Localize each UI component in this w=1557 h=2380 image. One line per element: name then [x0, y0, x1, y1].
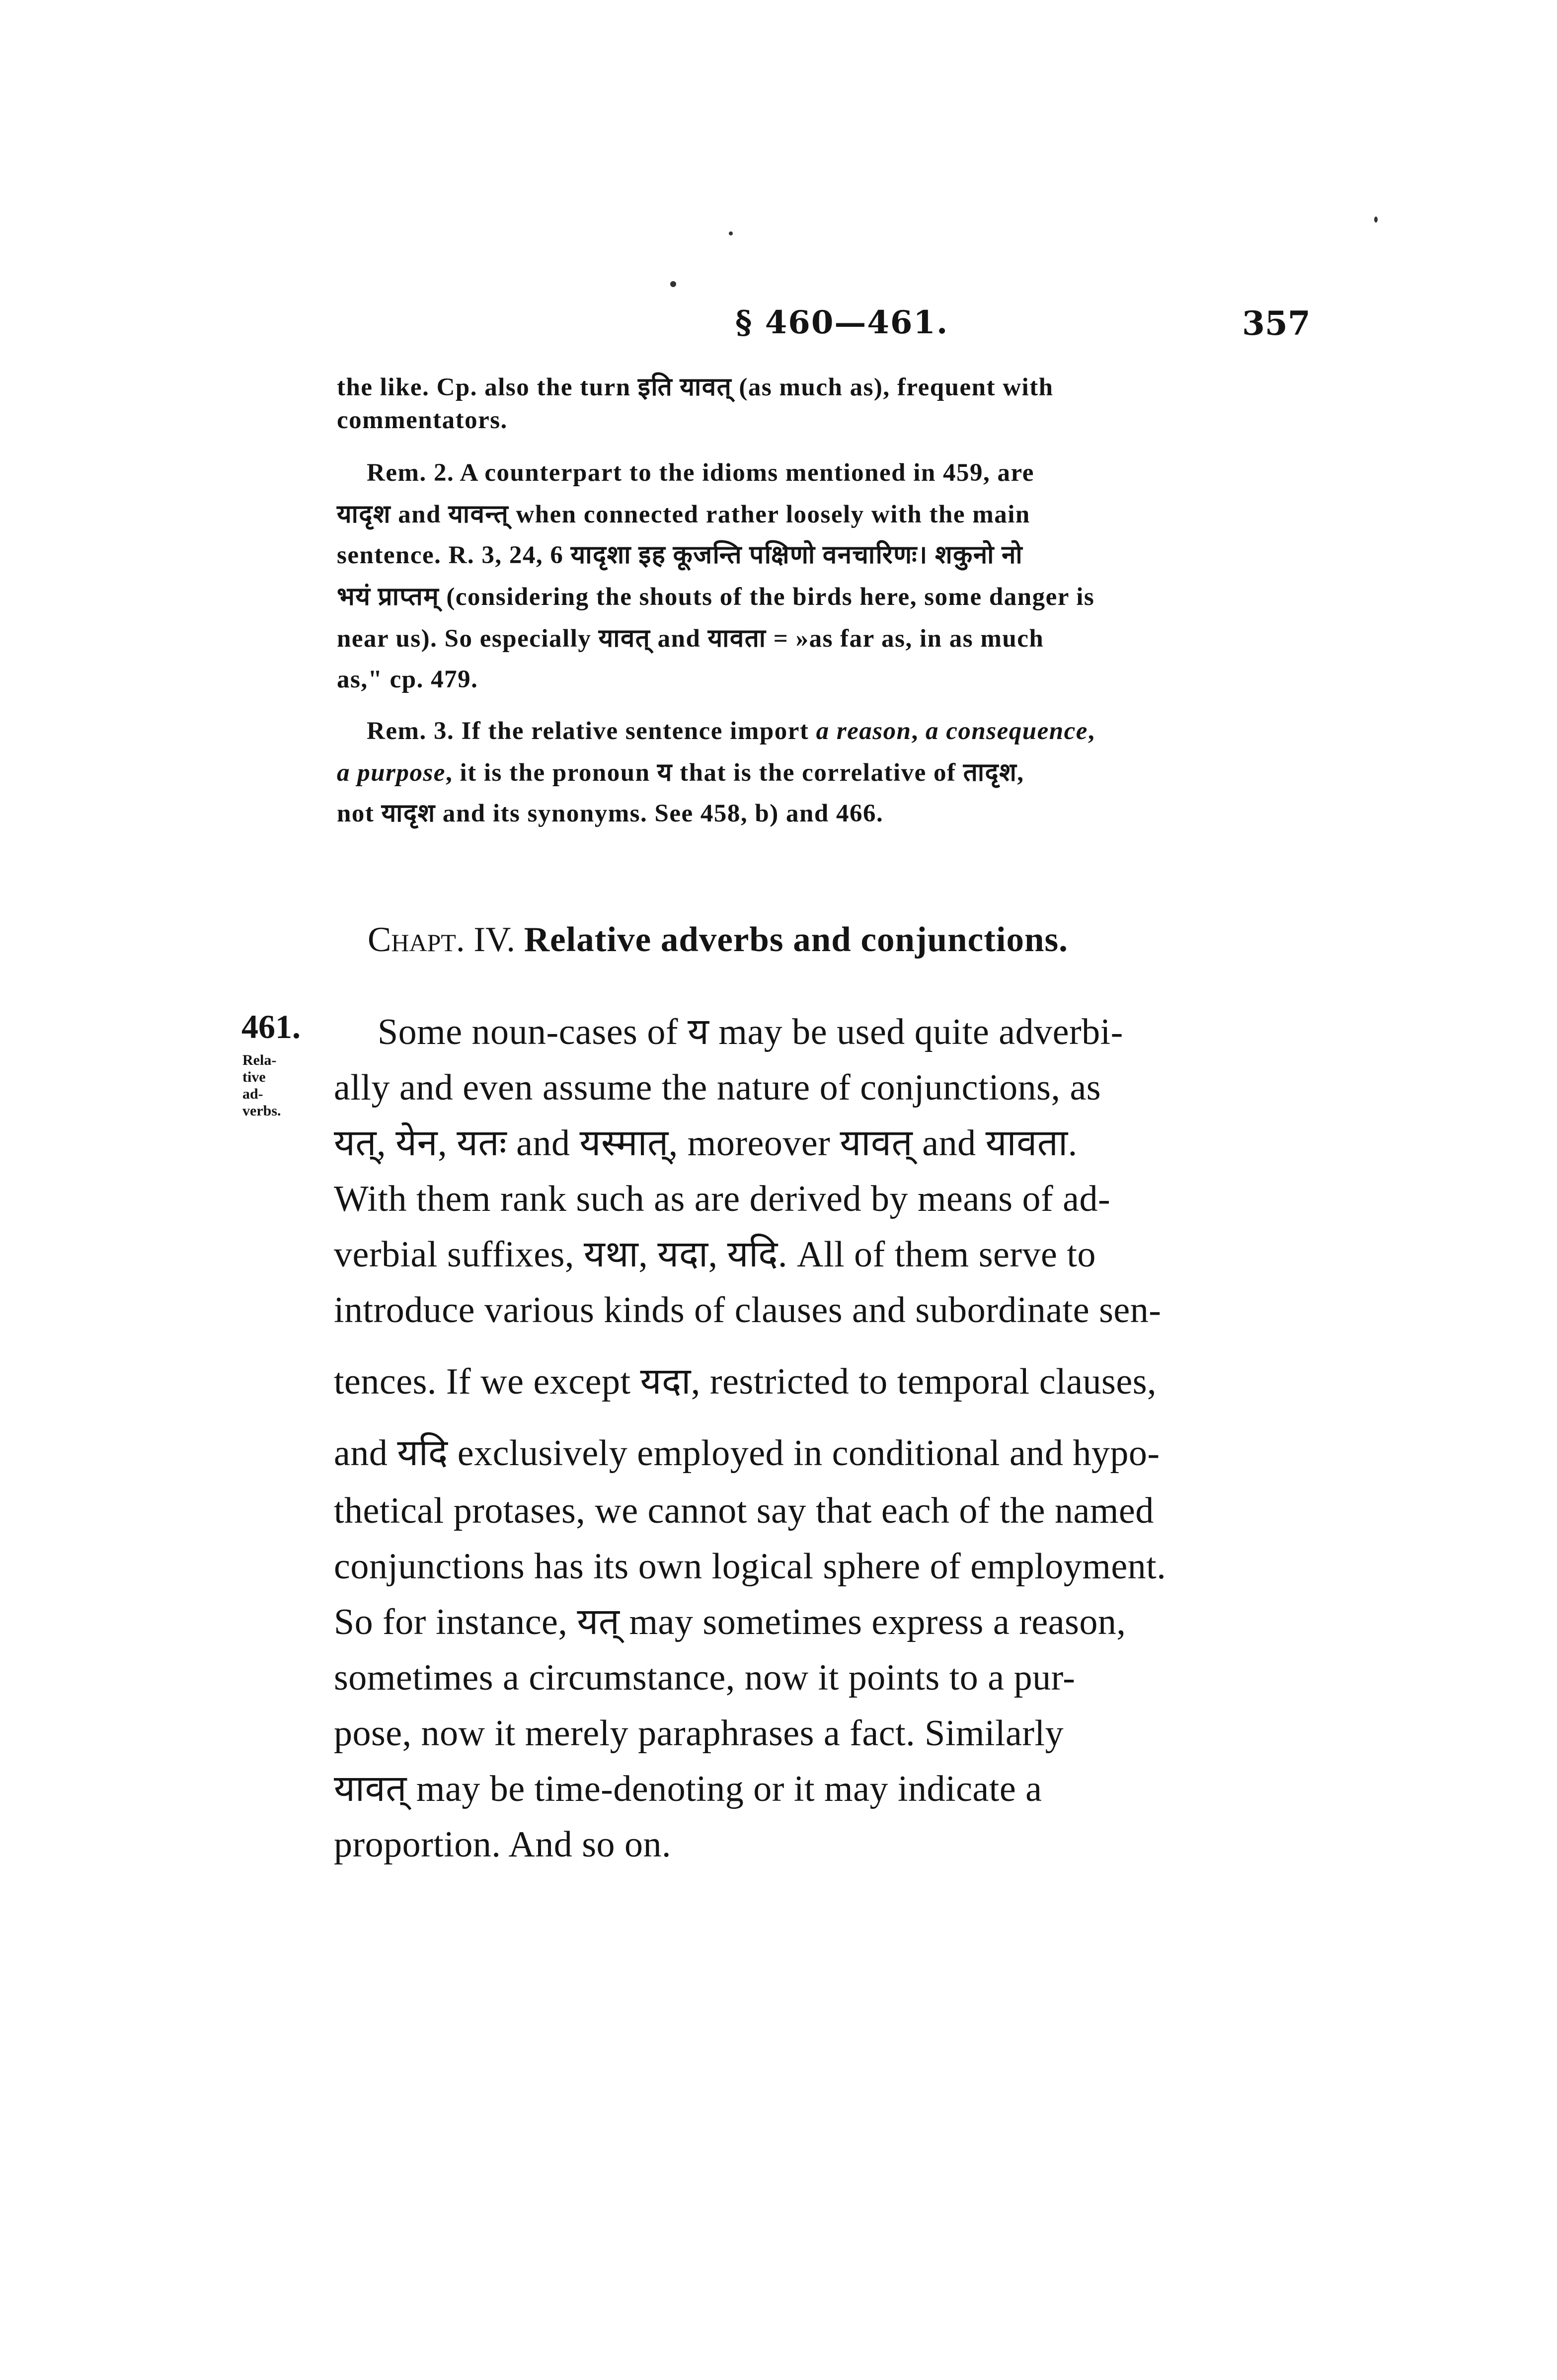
- paragraph-line: ally and even assume the nature of conjunctions, as: [334, 1067, 1101, 1108]
- paragraph-line: conjunctions has its own logical sphere of employment.: [334, 1546, 1167, 1587]
- margin-note-line: Rela-: [242, 1052, 277, 1068]
- remark-line: [337, 757, 1024, 789]
- remark-line: sentence. R. 3, 24, 6 यादृशा इह कूजन्ति पक्षिणो वनचारिणः। शकुनो नो: [337, 541, 1023, 569]
- remark-line: यादृश and यावन्त् when connected rather loosely with the main: [337, 501, 1030, 528]
- remark-text: ,: [1088, 717, 1095, 745]
- paragraph-line: verbial suffixes, यथा, यदा, यदि. All of them serve to: [334, 1234, 1096, 1275]
- paragraph-number: 461.: [241, 1008, 301, 1045]
- section-header: § 460—461.: [735, 304, 949, 341]
- paragraph-line: यावत् may be time-denoting or it may indicate a: [334, 1769, 1042, 1809]
- margin-note: [242, 1052, 307, 1119]
- paragraph-line: tences. If we except यदा, restricted to temporal clauses,: [334, 1361, 1157, 1402]
- paragraph-line: pose, now it merely paraphrases a fact. Similarly: [334, 1713, 1064, 1754]
- ink-speck: [729, 231, 733, 235]
- paragraph-line: and यदि exclusively employed in conditional and hypo-: [334, 1433, 1160, 1474]
- paragraph-line: sometimes a circumstance, now it points to a pur-: [334, 1657, 1076, 1698]
- remark-text: ,: [911, 717, 926, 745]
- paragraph-line: proportion. And so on.: [334, 1824, 672, 1865]
- remark-text: , it is the pronoun य that is the correlative of तादृश,: [445, 759, 1024, 787]
- margin-note-line: tive: [242, 1069, 266, 1085]
- remark-italic: a consequence: [926, 717, 1088, 745]
- paragraph-line: Some noun-cases of य may be used quite adverbi-: [378, 1012, 1123, 1052]
- remark-line: the like. Cp. also the turn इति यावत् (as much as), frequent with: [337, 373, 1054, 401]
- remark-line: as," cp. 479.: [337, 666, 478, 693]
- remark-line: commentators.: [337, 406, 508, 434]
- remark-italic: a purpose: [337, 759, 446, 787]
- margin-note-line: ad-: [242, 1086, 263, 1102]
- paragraph-line: So for instance, यत् may sometimes express a reason,: [334, 1602, 1126, 1642]
- remark-line: भयं प्राप्तम् (considering the shouts of the birds here, some danger is: [337, 583, 1095, 611]
- page-number: 357: [1242, 304, 1311, 343]
- remark-line: near us). So especially यावत् and यावता = »as far as, in as much: [337, 625, 1044, 653]
- paragraph-line: introduce various kinds of clauses and subordinate sen-: [334, 1290, 1162, 1331]
- margin-note-line: verbs.: [242, 1103, 281, 1119]
- remark-text: Rem. 3. If the relative sentence import: [367, 717, 809, 745]
- remark-line: [367, 715, 1095, 747]
- ink-speck: [1374, 217, 1378, 223]
- remark-line: not यादृश and its synonyms. See 458, b) and 466.: [337, 800, 884, 827]
- remark-line: Rem. 2. A counterpart to the idioms mentioned in 459, are: [367, 459, 1034, 487]
- remark-italic: a reason: [816, 717, 912, 745]
- chapter-title: Relative adverbs and conjunctions.: [524, 920, 1068, 959]
- paragraph-line: With them rank such as are derived by means of ad-: [334, 1179, 1111, 1219]
- paragraph-line: यत्, येन, यतः and यस्मात्, moreover यावत् and यावता.: [334, 1123, 1078, 1164]
- ink-speck: [670, 281, 676, 287]
- paragraph-line: thetical protases, we cannot say that each of the named: [334, 1490, 1154, 1531]
- chapter-heading: [368, 920, 1068, 960]
- chapter-abbr: Chapt. IV.: [368, 920, 515, 959]
